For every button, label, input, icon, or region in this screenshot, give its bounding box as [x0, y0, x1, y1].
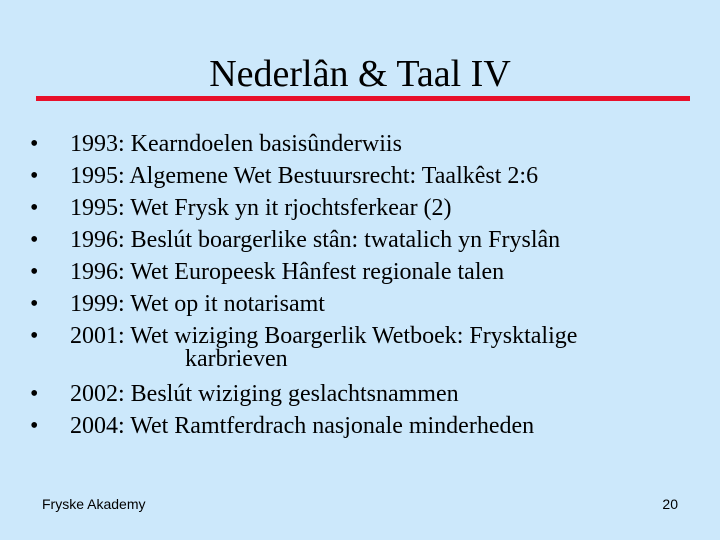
- bullet-text: 2002: Beslút wiziging geslachtsnammen: [70, 381, 459, 407]
- bullet-text: 1999: Wet op it notarisamt: [70, 291, 325, 317]
- bullet-text: 2001: Wet wiziging Boargerlik Wetboek: Frysktalige: [70, 323, 578, 349]
- bullet-dot-icon: •: [30, 381, 39, 407]
- bullet-dot-icon: •: [30, 323, 39, 349]
- bullet-item: [30, 378, 700, 410]
- bullet-dot-icon: •: [30, 259, 39, 285]
- bullet-text-continuation: karbrieven: [185, 346, 288, 372]
- bullet-item: [30, 410, 700, 442]
- bullet-dot-icon: •: [30, 195, 39, 221]
- bullet-item: [30, 224, 700, 256]
- bullet-list: [30, 128, 700, 442]
- bullet-item: [30, 320, 700, 372]
- slide-title: Nederlân & Taal IV: [209, 53, 511, 95]
- bullet-dot-icon: •: [30, 413, 39, 439]
- bullet-dot-icon: •: [30, 131, 39, 157]
- bullet-dot-icon: •: [30, 291, 39, 317]
- bullet-text: 2004: Wet Ramtferdrach nasjonale minderheden: [70, 413, 535, 439]
- bullet-text: 1996: Wet Europeesk Hânfest regionale talen: [70, 259, 505, 285]
- title-underline-rule: [36, 96, 690, 101]
- footer-organization: Fryske Akademy: [42, 496, 146, 512]
- bullet-text: 1995: Wet Frysk yn it rjochtsferkear (2): [70, 195, 452, 221]
- bullet-text: 1996: Beslút boargerlike stân: twatalich yn Fryslân: [70, 227, 561, 253]
- bullet-text: 1995: Algemene Wet Bestuursrecht: Taalkêst 2:6: [70, 163, 539, 189]
- bullet-item: [30, 256, 700, 288]
- bullet-dot-icon: •: [30, 227, 39, 253]
- bullet-dot-icon: •: [30, 163, 39, 189]
- bullet-text: 1993: Kearndoelen basisûnderwiis: [70, 131, 402, 157]
- footer-page-number: 20: [662, 496, 678, 512]
- bullet-item: [30, 192, 700, 224]
- bullet-item: [30, 160, 700, 192]
- bullet-item: [30, 128, 700, 160]
- bullet-item: [30, 288, 700, 320]
